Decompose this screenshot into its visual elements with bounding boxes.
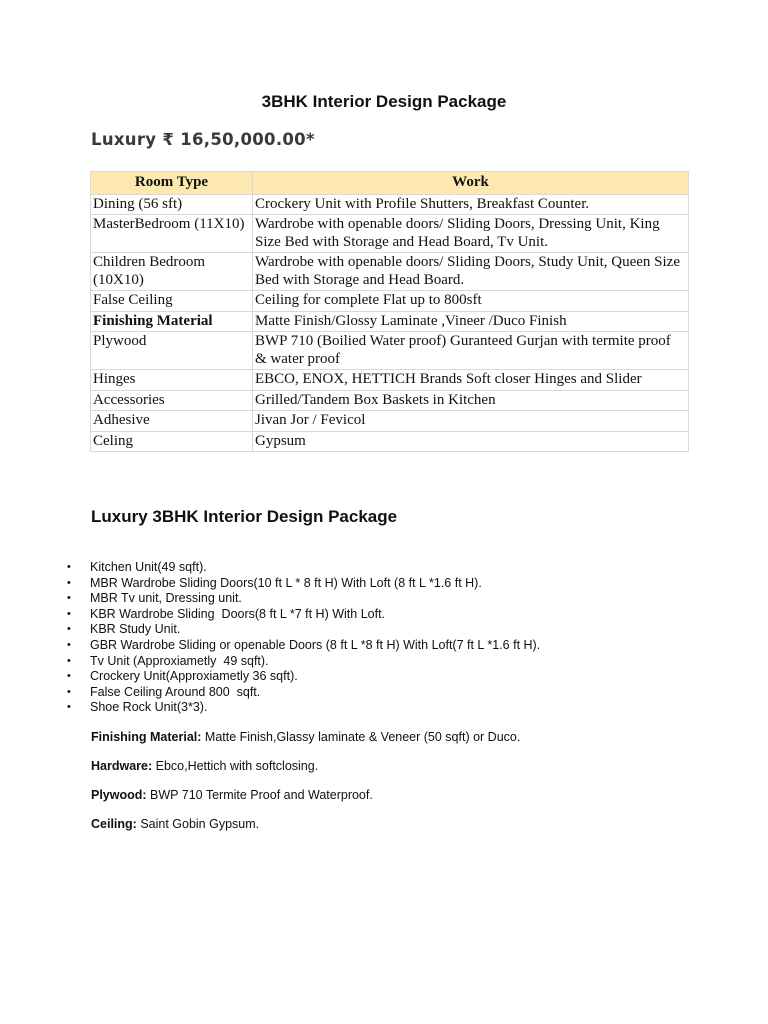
table-row [91,253,689,291]
spec-value: BWP 710 Termite Proof and Waterproof. [146,788,373,802]
work-cell: EBCO, ENOX, HETTICH Brands Soft closer Hinges and Slider [253,370,689,391]
work-cell: BWP 710 (Boilied Water proof) Guranteed Gurjan with termite proof & water proof [253,332,689,370]
table-header-row [91,172,689,195]
work-cell: Matte Finish/Glossy Laminate ,Vineer /Duco Finish [253,311,689,332]
list-item: • GBR Wardrobe Sliding or openable Doors (8 ft L *8 ft H) With Loft(7 ft L *1.6 ft H). [90,638,540,654]
work-cell: Wardrobe with openable doors/ Sliding Doors, Dressing Unit, King Size Bed with Storage and Head Board, Tv Unit. [253,215,689,253]
room-cell: Plywood [91,332,253,370]
table-row [91,311,689,332]
work-cell: Grilled/Tandem Box Baskets in Kitchen [253,390,689,411]
list-item: • Shoe Rock Unit(3*3). [90,700,540,716]
price-heading: Luxury ₹ 16,50,000.00* [91,130,315,149]
room-cell: MasterBedroom (11X10) [91,215,253,253]
list-item: • Kitchen Unit(49 sqft). [90,560,540,576]
room-cell: Celing [91,431,253,452]
package-items-list [90,560,540,716]
work-cell: Crockery Unit with Profile Shutters, Breakfast Counter. [253,194,689,215]
spec-value: Ebco,Hettich with softclosing. [152,759,319,773]
list-item: • MBR Tv unit, Dressing unit. [90,591,540,607]
spec-plywood [91,788,373,802]
table-row [91,390,689,411]
header-work: Work [253,172,689,195]
spec-label: Hardware: [91,759,153,773]
room-cell: Adhesive [91,411,253,432]
room-cell: False Ceiling [91,291,253,312]
spec-ceiling [91,817,259,831]
table-row [91,194,689,215]
spec-finishing-material [91,730,520,744]
spec-label: Ceiling: [91,817,137,831]
spec-value: Matte Finish,Glassy laminate & Veneer (50 sqft) or Duco. [201,730,521,744]
list-item: • KBR Study Unit. [90,622,540,638]
spec-value: Saint Gobin Gypsum. [136,817,260,831]
table-row [91,291,689,312]
room-cell: Finishing Material [91,311,253,332]
work-cell: Jivan Jor / Fevicol [253,411,689,432]
list-item: • KBR Wardrobe Sliding Doors(8 ft L *7 ft H) With Loft. [90,607,540,623]
list-item: • Tv Unit (Approxiametly 49 sqft). [90,654,540,670]
package-table [90,171,689,452]
table-row [91,370,689,391]
header-room-type: Room Type [91,172,253,195]
room-cell: Accessories [91,390,253,411]
room-cell: Children Bedroom (10X10) [91,253,253,291]
room-cell: Hinges [91,370,253,391]
section-title: Luxury 3BHK Interior Design Package [91,507,398,526]
list-item: • Crockery Unit(Approxiametly 36 sqft). [90,669,540,685]
work-cell: Wardrobe with openable doors/ Sliding Doors, Study Unit, Queen Size Bed with Storage and Head Board. [253,253,689,291]
spec-label: Plywood: [91,788,147,802]
table-row [91,332,689,370]
spec-hardware [91,759,318,773]
table-row [91,215,689,253]
table-row [91,411,689,432]
table-row [91,431,689,452]
spec-label: Finishing Material: [91,730,202,744]
page-title: 3BHK Interior Design Package [261,92,507,111]
room-cell: Dining (56 sft) [91,194,253,215]
work-cell: Ceiling for complete Flat up to 800sft [253,291,689,312]
list-item: • False Ceiling Around 800 sqft. [90,685,540,701]
list-item: • MBR Wardrobe Sliding Doors(10 ft L * 8 ft H) With Loft (8 ft L *1.6 ft H). [90,576,540,592]
work-cell: Gypsum [253,431,689,452]
